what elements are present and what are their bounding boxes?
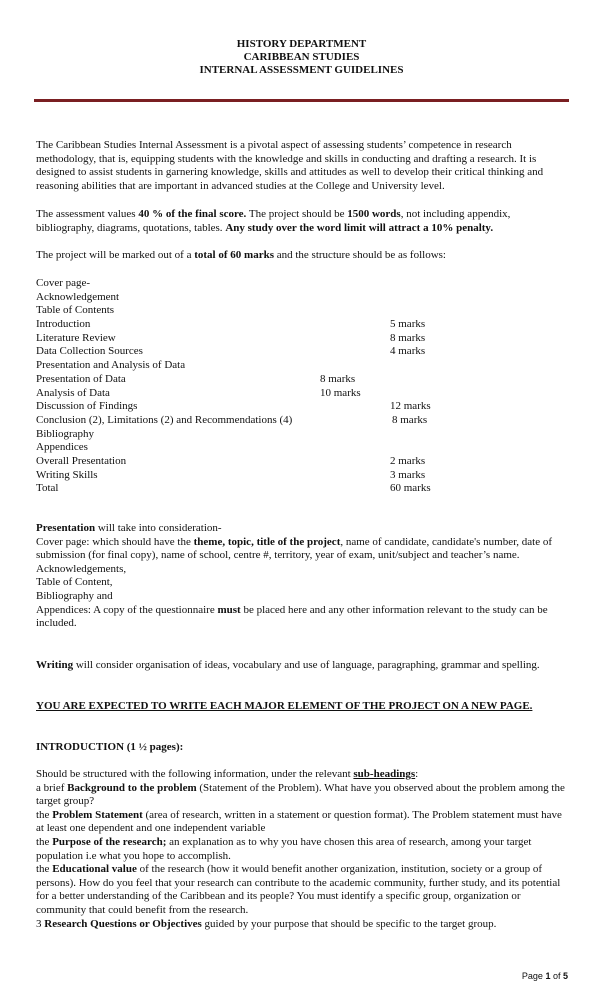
structure-label: Introduction <box>36 318 91 331</box>
structure-marks: 4 marks <box>390 345 426 358</box>
structure-row <box>36 304 568 318</box>
structure-row <box>36 332 568 346</box>
structure-label: Data Collection Sources <box>36 345 143 358</box>
structure-label: Writing Skills <box>36 468 98 481</box>
structure-row <box>36 455 568 469</box>
marks-structure-list <box>36 277 568 496</box>
structure-row <box>36 373 568 387</box>
structure-marks: 60 marks <box>390 482 431 495</box>
structure-marks: 10 marks <box>320 386 361 399</box>
presentation-section: Presentation will take into consideration- Cover page: which should have the theme, topic, title of the project, name of candidate, candidate's number, date of submission (for final copy), name of school, centre #, territory, year of exam, unit/subject and teacher’s name. Acknowledgements, Table of Content, Bibliography and Appendices: A copy of the questionnaire must be placed here and any other information relevant to the study can be included. <box>36 522 553 630</box>
subject-title: CARIBBEAN STUDIES <box>243 51 360 63</box>
structure-label: Table of Contents <box>36 304 115 317</box>
introduction-section: Should be structured with the following information, under the relevant sub-headings: a brief Background to the problem (Statement of the Problem). What have you observed about the problem among the target group? the Problem Statement (area of research, written in a statement or question format). The Problem statement must have at least one dependent and one independent variable the Purpose of the research; an explanation as to why you have chosen this area of research, among your target population i.e what you hope to accomplish. the Educational value of the research (how it would benefit another organization, institution, society or a group of persons). How do you feel that your research can contribute to the academic community, further study, and its potential for a better understanding of the Caribbean and its people? You must identify a specific group, organization or community that could benefit from the research. 3 Research Questions or Objectives guided by your purpose that should be specific to the target group. <box>36 768 565 930</box>
structure-label: Literature Review <box>36 331 116 344</box>
structure-row <box>36 291 568 305</box>
new-page-notice: YOU ARE EXPECTED TO WRITE EACH MAJOR ELEMENT OF THE PROJECT ON A NEW PAGE. <box>36 700 533 712</box>
department-title: HISTORY DEPARTMENT <box>236 38 367 50</box>
structure-row <box>36 318 568 332</box>
marks-paragraph: The project will be marked out of a total of 60 marks and the structure should be as follows: <box>36 249 446 261</box>
intro-paragraph: The Caribbean Studies Internal Assessment is a pivotal aspect of assessing students’ competence in research methodology, that is, equipping students with the knowledge and skills in conducting and drafting a research. It is designed to assist students in garnering knowledge, skills and attitudes as well to develop their critical thinking and reasoning abilities that are important in advanced studies at the College and University level. <box>36 139 544 192</box>
structure-row <box>36 345 568 359</box>
structure-label: Bibliography <box>36 427 95 440</box>
structure-row <box>36 387 568 401</box>
guidelines-title: INTERNAL ASSESSMENT GUIDELINES <box>199 64 404 76</box>
assessment-paragraph: The assessment values 40 % of the final score. The project should be 1500 words, not including appendix, bibliography, diagrams, quotations, tables. Any study over the word limit will attract a 10% penalty. <box>36 208 511 234</box>
structure-row <box>36 277 568 291</box>
structure-label: Conclusion (2), Limitations (2) and Recommendations (4) <box>36 413 293 426</box>
structure-marks: 8 marks <box>390 331 426 344</box>
structure-label: Appendices <box>36 441 88 454</box>
introduction-heading: INTRODUCTION (1 ½ pages): <box>36 741 184 753</box>
structure-row <box>36 428 568 442</box>
structure-marks: 8 marks <box>392 413 428 426</box>
header-divider <box>34 99 569 102</box>
structure-label: Discussion of Findings <box>36 400 138 413</box>
structure-label: Analysis of Data <box>36 386 110 399</box>
structure-row <box>36 441 568 455</box>
structure-label: Presentation and Analysis of Data <box>36 359 186 372</box>
structure-marks: 8 marks <box>320 372 356 385</box>
structure-label: Acknowledgement <box>36 290 120 303</box>
structure-row <box>36 482 568 496</box>
structure-marks: 12 marks <box>390 400 431 413</box>
structure-label: Overall Presentation <box>36 454 127 467</box>
structure-row <box>36 469 568 483</box>
structure-marks: 3 marks <box>390 468 426 481</box>
document-header <box>0 38 603 77</box>
structure-label: Total <box>36 482 59 495</box>
structure-row <box>36 359 568 373</box>
structure-label: Presentation of Data <box>36 372 126 385</box>
page-number: Page 1 of 5 <box>521 971 568 981</box>
structure-row <box>36 414 568 428</box>
structure-row <box>36 400 568 414</box>
writing-paragraph: Writing will consider organisation of ideas, vocabulary and use of language, paragraphing, grammar and spelling. <box>36 659 540 671</box>
structure-label: Cover page- <box>36 277 91 289</box>
structure-marks: 5 marks <box>390 318 426 331</box>
structure-marks: 2 marks <box>390 454 426 467</box>
